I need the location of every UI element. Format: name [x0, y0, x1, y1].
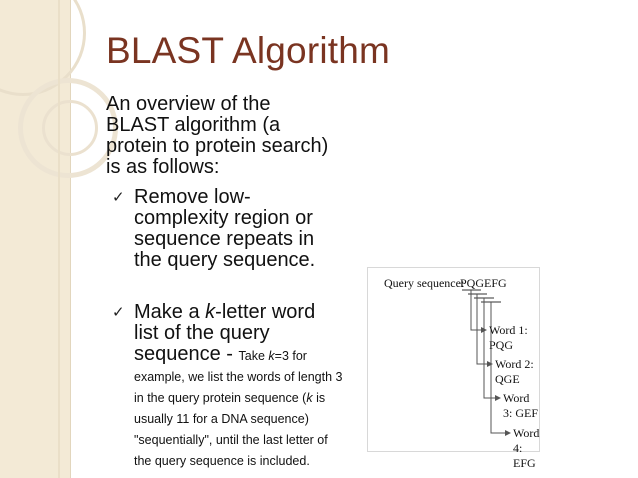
decorative-line	[58, 0, 60, 478]
word-label: Word 2: QGE	[495, 357, 534, 386]
bullet-text	[134, 302, 344, 470]
word-label: Word 1: PQG	[489, 323, 528, 352]
checkmark-icon: ✓	[112, 189, 125, 206]
intro-text: An overview of the BLAST algorithm (a protein to protein search) is as follows:	[106, 93, 329, 178]
decorative-sidebar	[0, 0, 71, 478]
checkmark-icon: ✓	[112, 304, 125, 321]
k-variable: k	[268, 349, 275, 363]
word-label: Word 3: GEF	[503, 391, 539, 420]
k-variable: k	[306, 391, 313, 405]
decorative-circle	[42, 100, 98, 156]
bullet-detail	[134, 349, 342, 468]
query-sequence: PQGEFG	[460, 276, 507, 290]
word-list-diagram	[367, 267, 540, 470]
detail-part: Take	[238, 349, 269, 363]
slide-title: BLAST Algorithm	[106, 30, 391, 71]
bullet-text-part: -letter word list of the query sequence -	[134, 301, 316, 365]
query-label: Query sequence:	[384, 276, 465, 290]
k-variable: k	[205, 301, 216, 323]
detail-part: =3 for example, we list the words of length 3 in the query protein sequence (	[134, 349, 343, 405]
detail-part: is usually 11 for a DNA sequence) "sequentially", until the last letter of the query sequence is included.	[134, 391, 328, 468]
bullet-text: Remove low-complexity region or sequence repeats in the query sequence.	[134, 186, 316, 271]
word-label: Word 4: EFG	[513, 426, 540, 470]
bullet-text-part: Make a	[134, 301, 206, 323]
